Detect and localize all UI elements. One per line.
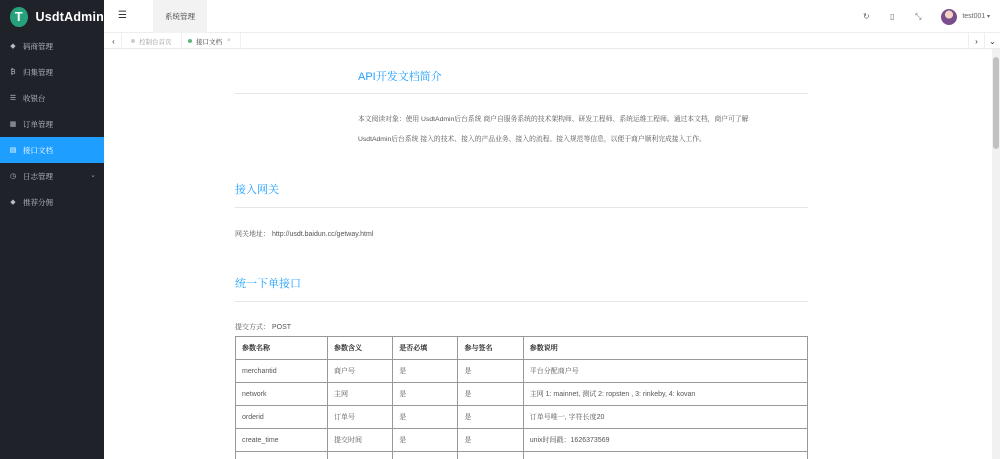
sidebar-item-label: 收银台 xyxy=(23,93,46,103)
divider xyxy=(235,207,808,208)
submit-method-line xyxy=(235,322,291,332)
content-scrollbar[interactable] xyxy=(992,49,1000,459)
table-cell: 是 xyxy=(393,360,458,383)
top-header xyxy=(104,0,1000,33)
table-cell: 是 xyxy=(393,406,458,429)
sidebar-item-logs[interactable] xyxy=(0,163,104,189)
table-cell: orderid xyxy=(236,406,328,429)
table-cell: network xyxy=(236,383,328,406)
sidebar xyxy=(0,0,104,459)
table-cell xyxy=(458,452,523,459)
sidebar-item-label: 码商管理 xyxy=(23,41,53,51)
page-tabs-bar xyxy=(104,33,1000,49)
gateway-title: 接入网关 xyxy=(235,184,279,196)
table-cell: 提交时间 xyxy=(328,429,393,452)
table-row xyxy=(236,429,808,452)
table-cell: merchantid xyxy=(236,360,328,383)
bitcoin-icon: ₿ xyxy=(10,68,16,76)
table-cell: 订单号唯一, 字符长度20 xyxy=(523,406,807,429)
table-cell: 订单号 xyxy=(328,406,393,429)
tab-console-home[interactable] xyxy=(122,33,182,49)
sidebar-item-merchant[interactable] xyxy=(0,33,104,59)
header-actions xyxy=(853,0,1000,33)
sidebar-item-label: 日志管理 xyxy=(23,171,53,181)
sidebar-item-label: 归集管理 xyxy=(23,67,53,77)
chevron-down-icon: ⌄ xyxy=(90,172,96,179)
divider xyxy=(235,93,808,94)
table-row xyxy=(236,406,808,429)
sidebar-item-label: 订单管理 xyxy=(23,119,53,129)
chevron-right-icon[interactable]: › xyxy=(968,33,984,49)
table-cell: 是 xyxy=(458,383,523,406)
table-cell: unix时间戳：1626373569 xyxy=(523,429,807,452)
brand[interactable] xyxy=(0,0,104,33)
table-cell: 是 xyxy=(393,429,458,452)
sidebar-menu xyxy=(0,33,104,215)
fullscreen-icon[interactable]: ⤡ xyxy=(915,11,922,21)
column-header: 参数名称 xyxy=(236,337,328,360)
table-cell: 是 xyxy=(393,383,458,406)
order-api-title: 统一下单接口 xyxy=(235,278,301,290)
lock-icon[interactable]: ▯ xyxy=(890,12,895,21)
brand-title: UsdtAdmin xyxy=(35,9,104,24)
params-table xyxy=(235,336,808,459)
table-cell: 主网 1: mainnet, 测试 2: ropsten , 3: rinkeby, 4: kovan xyxy=(523,383,807,406)
order-icon: ▦ xyxy=(9,121,17,128)
table-cell: 是 xyxy=(458,360,523,383)
table-row xyxy=(236,360,808,383)
sidebar-item-api-docs[interactable] xyxy=(0,137,104,163)
table-cell: 是 xyxy=(458,406,523,429)
table-cell xyxy=(328,452,393,459)
tab-dot xyxy=(188,39,192,43)
submit-label: 提交方式： xyxy=(235,324,270,331)
table-row xyxy=(236,383,808,406)
table-cell: 是 xyxy=(458,429,523,452)
tab-dot xyxy=(131,39,135,43)
gateway-label: 网关地址： xyxy=(235,231,270,238)
list-icon: ☰ xyxy=(9,95,17,102)
intro-title: API开发文档简介 xyxy=(358,71,442,83)
scrollbar-thumb[interactable] xyxy=(993,57,999,149)
menu-toggle-icon[interactable]: ☰ xyxy=(118,10,127,21)
table-cell xyxy=(236,452,328,459)
tab-api-docs[interactable] xyxy=(179,33,241,49)
gateway-url: http://usdt.baidun.cc/getway.html xyxy=(271,231,374,238)
table-cell: 主网 xyxy=(328,383,393,406)
column-header: 参数说明 xyxy=(523,337,807,360)
username-menu[interactable]: test001 ▾ xyxy=(962,13,990,20)
avatar[interactable] xyxy=(941,9,957,25)
table-cell xyxy=(393,452,458,459)
table-row xyxy=(236,452,808,459)
intro-paragraph-line: 本文阅读对象：使用 UsdtAdmin后台系统 商户自服务系统的技术架构师、研发工程师、系统运维工程师。通过本文档，商户可了解 xyxy=(358,116,749,123)
table-header-row xyxy=(236,337,808,360)
table-cell: 商户号 xyxy=(328,360,393,383)
refresh-icon[interactable]: ↻ xyxy=(862,12,870,21)
chevron-left-icon[interactable]: ‹ xyxy=(106,33,122,49)
table-cell: create_time xyxy=(236,429,328,452)
sidebar-item-referral[interactable] xyxy=(0,189,104,215)
close-icon[interactable]: × xyxy=(227,38,231,44)
divider xyxy=(235,301,808,302)
column-header: 参与签名 xyxy=(458,337,523,360)
sidebar-item-label: 推荐分佣 xyxy=(23,197,53,207)
sidebar-item-cashier[interactable] xyxy=(0,85,104,111)
column-header: 是否必填 xyxy=(393,337,458,360)
sidebar-item-collection[interactable] xyxy=(0,59,104,85)
table-cell xyxy=(523,452,807,459)
share-icon: ◆ xyxy=(10,199,16,206)
chevron-down-icon[interactable]: ⌄ xyxy=(984,33,1000,49)
sidebar-item-label: 接口文档 xyxy=(23,145,53,155)
tab-label: 控制台首页 xyxy=(139,38,172,46)
doc-icon: ▤ xyxy=(9,147,17,154)
tab-label: 接口文档 xyxy=(196,38,222,46)
clock-icon: ◷ xyxy=(9,173,17,180)
column-header: 参数含义 xyxy=(328,337,393,360)
sidebar-item-orders[interactable] xyxy=(0,111,104,137)
tether-logo-icon: T xyxy=(10,7,28,27)
submit-method: POST xyxy=(271,324,292,331)
header-tab-system[interactable]: 系统管理 xyxy=(153,0,207,33)
table-cell: 平台分配商户号 xyxy=(523,360,807,383)
gateway-line xyxy=(235,229,373,239)
diamond-icon: ◆ xyxy=(10,43,16,50)
intro-paragraph-line: UsdtAdmin后台系统 接入的技术、接入的产品业务、接入的流程、接入规范等信息，以便于商户顺利完成接入工作。 xyxy=(358,136,706,143)
